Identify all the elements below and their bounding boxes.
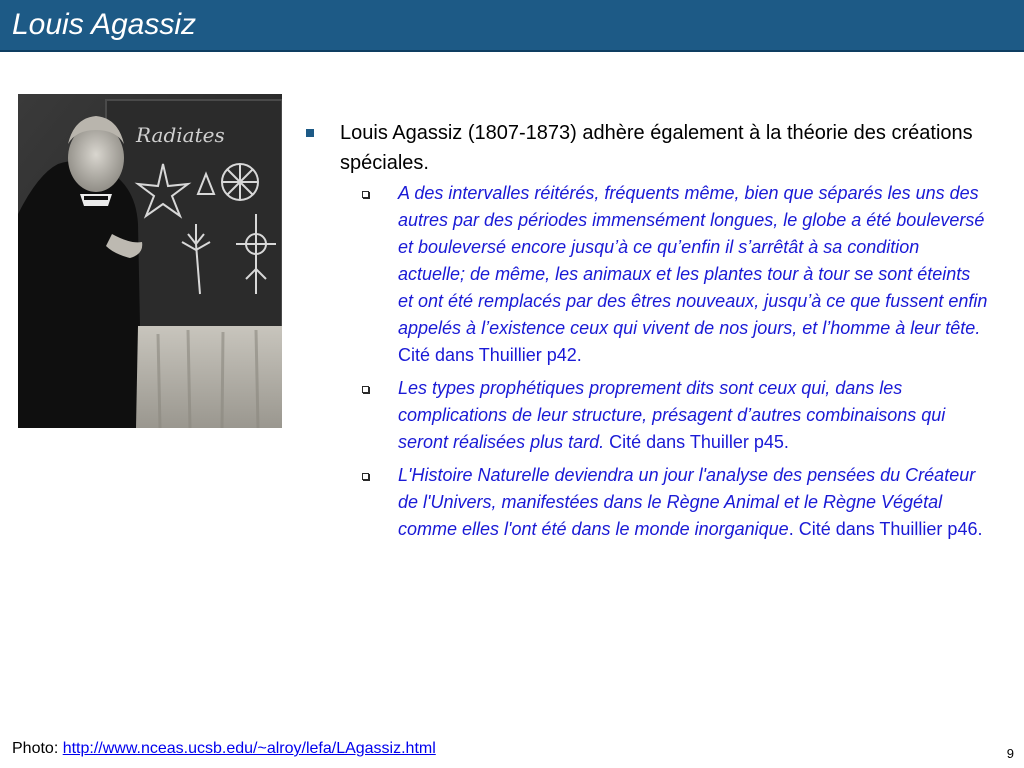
photo-source-link[interactable]: http://www.nceas.ucsb.edu/~alroy/lefa/LAgassiz.html bbox=[62, 740, 436, 757]
quote-citation: . Cité dans Thuillier p46. bbox=[788, 519, 983, 539]
main-bullet bbox=[300, 118, 990, 178]
hollow-square-bullet-icon bbox=[362, 191, 369, 198]
slide-title: Louis Agassiz bbox=[12, 8, 196, 41]
page-number: 9 bbox=[1006, 746, 1014, 761]
photo-credit-label: Photo: bbox=[12, 740, 63, 757]
hollow-square-bullet-icon bbox=[362, 473, 369, 480]
quote-text: A des intervalles réitérés, fréquents même, bien que séparés les uns des autres par des périodes immensément longues, le globe a été bouleversé et bouleversé encore jusqu’à ce qu’enfin il s’arrêtât à sa condition actuelle; de même, les animaux et les plantes tour à tour se sont éteints et ont été remplacés par des êtres nouveaux, jusqu’à ce que fussent enfin appelés à l’existence ceux qui vivent de nos jours, et l’homme à leur tête. bbox=[398, 183, 988, 338]
quote-item bbox=[300, 375, 990, 456]
quote-text: L'Histoire Naturelle deviendra un jour l'analyse des pensées du Créateur de l'Univers, manifestées dans le Règne Animal et le Règne Végétal comme elles l'ont été dans le monde inorganique bbox=[398, 465, 976, 539]
bullet-content bbox=[300, 118, 990, 549]
main-bullet-text: Louis Agassiz (1807-1873) adhère également à la théorie des créations spéciales. bbox=[340, 122, 973, 174]
square-bullet-icon bbox=[306, 129, 314, 137]
quote-item bbox=[300, 462, 990, 543]
quote-text: Les types prophétiques proprement dits sont ceux qui, dans les complications de leur structure, présagent d’autres combinaisons qui seront réalisées plus tard. bbox=[398, 378, 946, 452]
chalk-label: Radiates bbox=[136, 123, 225, 147]
quote-item bbox=[300, 180, 990, 369]
quote-citation: Cité dans Thuillier p42. bbox=[398, 345, 582, 365]
title-bar bbox=[0, 0, 1024, 52]
quote-citation: Cité dans Thuiller p45. bbox=[604, 432, 789, 452]
hollow-square-bullet-icon bbox=[362, 386, 369, 393]
agassiz-photo bbox=[18, 94, 282, 428]
quote-list bbox=[300, 180, 990, 543]
photo-credit bbox=[12, 740, 436, 758]
